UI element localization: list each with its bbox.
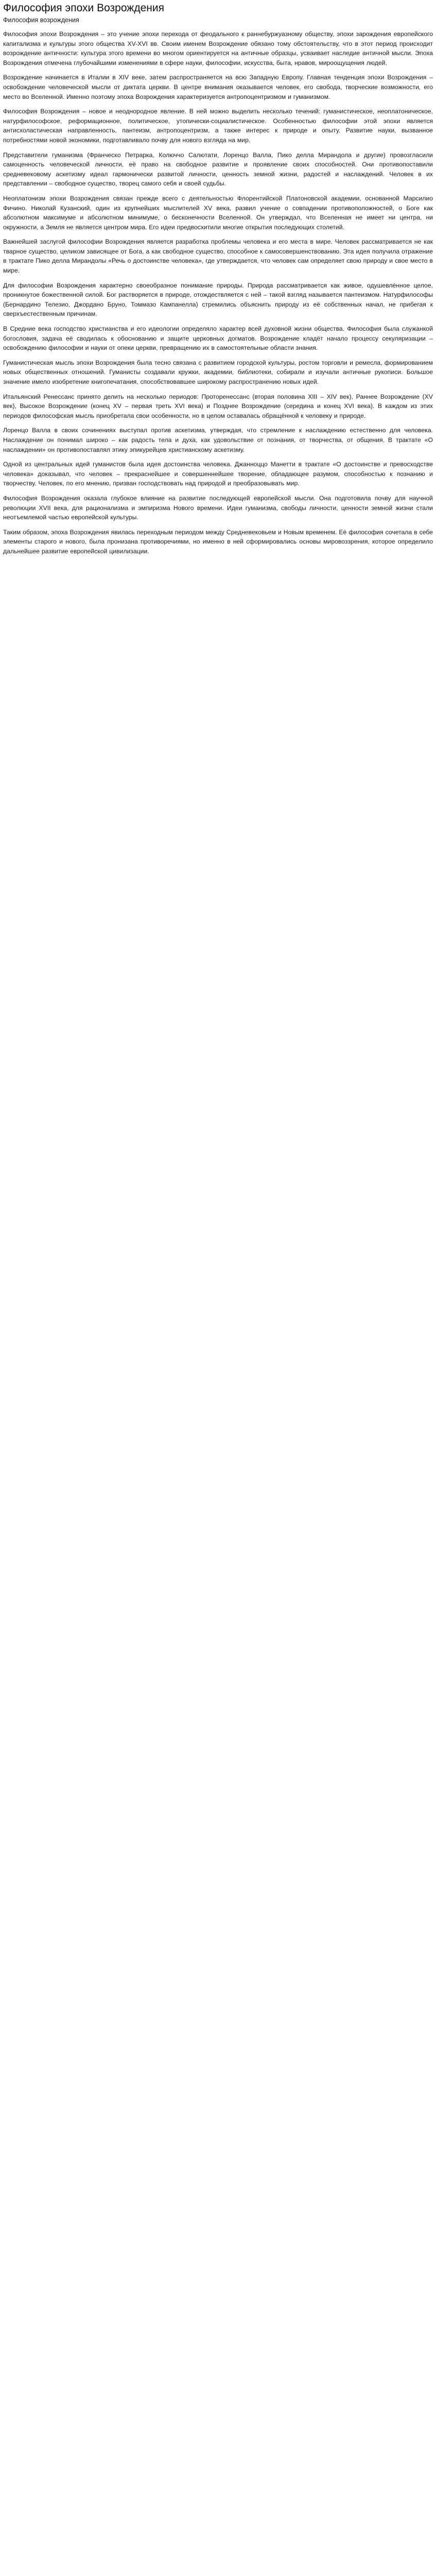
- page-subtitle: Философия возрождения: [3, 16, 79, 24]
- paragraph: Итальянский Ренессанс принято делить на несколько периодов: Проторенессанс (вторая половина XIII – XIV век), Раннее Возрождение (XV век), Высокое Возрождение (конец XV – первая треть XVI века) и Позднее Возрождение (середина и конец XVI века). В каждом из этих периодов философская мысль приобретала свои особенности, но в целом оставалась обращённой к человеку и природе.: [3, 393, 433, 419]
- paragraph: Важнейшей заслугой философии Возрождения является разработка проблемы человека и его места в мире. Человек рассматривается не как тварное существо, целиком зависящее от Бога, а как свободное существо, способное к самосовершенствованию. Эта идея получила отражение в трактате Пико делла Мирандолы «Речь о достоинстве человека», где утверждается, что человек сам определяет свою природу и свое место в мире.: [3, 238, 433, 275]
- paragraph: Таким образом, эпоха Возрождения явилась переходным периодом между Средневековьем и Новым временем. Её философия сочетала в себе элементы старого и нового, была пронизана противоречиями, но именно в ней сформировались основы мировоззрения, которое определило дальнейшее развитие европейской цивилизации.: [3, 528, 433, 555]
- paragraph: Неоплатонизм эпохи Возрождения связан прежде всего с деятельностью Флорентийской Платоновской академии, основанной Марсилио Фичино. Николай Кузанский, один из крупнейших мыслителей XV века, развил учение о совпадении противоположностей, о Боге как абсолютном максимуме и абсолютном минимуме, о бесконечности Вселенной. Он утверждал, что Вселенная не имеет ни центра, ни окружности, а Земля не является центром мира. Его идеи предвосхитили многие открытия последующих столетий.: [3, 194, 433, 231]
- paragraph: Философия эпохи Возрождения – это учение эпохи перехода от феодального к раннебуржуазному обществу, эпохи зарождения европейского капитализма и культуры этого общества XV-XVI вв. Своим именем Возрождение обязано тому обстоятельству, что в этот период происходит возрождение античности: культура этого времени во многом ориентируется на античные образцы, усваивает наследие античной мысли. Эпоха Возрождения отмечена глубочайшими изменениями в сфере науки, философии, искусства, быта, нравов, мироощущения людей.: [3, 30, 433, 66]
- paragraph: Представители гуманизма (Франческо Петрарка, Колюччо Салютати, Лоренцо Валла, Пико делла Мирандола и другие) провозгласили самоценность человеческой личности, её право на свободное развитие и проявление своих способностей. Они противопоставили средневековому аскетизму идеал гармонически развитой личности, ценность земной жизни, радостей и наслаждений. Человек в их представлении – свободное существо, творец самого себя и своей судьбы.: [3, 151, 433, 188]
- document-body: [3, 29, 433, 556]
- paragraph: Возрождение начинается в Италии в XIV веке, затем распространяется на всю Западную Европу. Главная тенденция эпохи Возрождения – освобождение человеческой мысли от диктата церкви. В центре внимания оказывается человек, его свобода, творческие возможности, его место во Вселенной. Именно поэтому эпоха Возрождения характеризуется антропоцентризмом и гуманизмом.: [3, 74, 433, 100]
- paragraph: Философия Возрождения оказала глубокое влияние на развитие последующей европейской мысли. Она подготовила почву для научной революции XVII века, для рационализма и эмпиризма Нового времени. Идеи гуманизма, свободы личности, ценности земной жизни стали неотъемлемой частью европейской культуры.: [3, 494, 433, 521]
- paragraph: Философия Возрождения – новое и неоднородное явление. В ней можно выделить несколько течений: гуманистическое, неоплатоническое, натурфилософское, реформационное, политическое, утопически-социалистическое. Особенностью философии этой эпохи является антисхоластическая направленность, пантеизм, антропоцентризм, а также интерес к природе и опыту. Развитие науки, вызванное потребностями новой экономики, подготавливало почву для нового взгляда на мир.: [3, 108, 433, 144]
- paragraph: Для философии Возрождения характерно своеобразное понимание природы. Природа рассматривается как живое, одушевлённое целое, проникнутое божественной силой. Бог растворяется в природе, отождествляется с ней – такой взгляд называется пантеизмом. Натурфилософы (Бернардино Телезио, Джордано Бруно, Томмазо Кампанелла) стремились объяснить природу из её собственных начал, не прибегая к сверхъестественным причинам.: [3, 281, 433, 318]
- paragraph: В Средние века господство христианства и его идеологии определяло характер всей духовной жизни общества. Философия была служанкой богословия, задача её сводилась к обоснованию и защите церковных догматов. Возрождение кладёт начало процессу секуляризации – освобождению философии и науки от опеки церкви, превращению их в самостоятельные области знания.: [3, 325, 433, 352]
- paragraph: Одной из центральных идей гуманистов была идея достоинства человека. Джанноццо Манетти в трактате «О достоинстве и превосходстве человека» доказывал, что человек – прекраснейшее и совершеннейшее творение, обладающее разумом, способностью к познанию и творчеству. Человек, по его мнению, призван господствовать над природой и преобразовывать мир.: [3, 461, 433, 487]
- paragraph: Лоренцо Валла в своих сочинениях выступал против аскетизма, утверждая, что стремление к наслаждению естественно для человека. Наслаждение он понимал широко – как радость тела и духа, как удовольствие от познания, от творчества, от общения. В трактате «О наслаждении» он противопоставлял этику эпикурейцев христианскому аскетизму.: [3, 427, 433, 453]
- page-title: Философия эпохи Возрождения: [3, 2, 164, 14]
- paragraph: Гуманистическая мысль эпохи Возрождения была тесно связана с развитием городской культуры, ростом торговли и ремесла, формированием новых общественных отношений. Гуманисты создавали кружки, академии, библиотеки, собирали и изучали античные рукописи. Большое значение имело изобретение книгопечатания, способствовавшее широкому распространению новых идей.: [3, 359, 433, 385]
